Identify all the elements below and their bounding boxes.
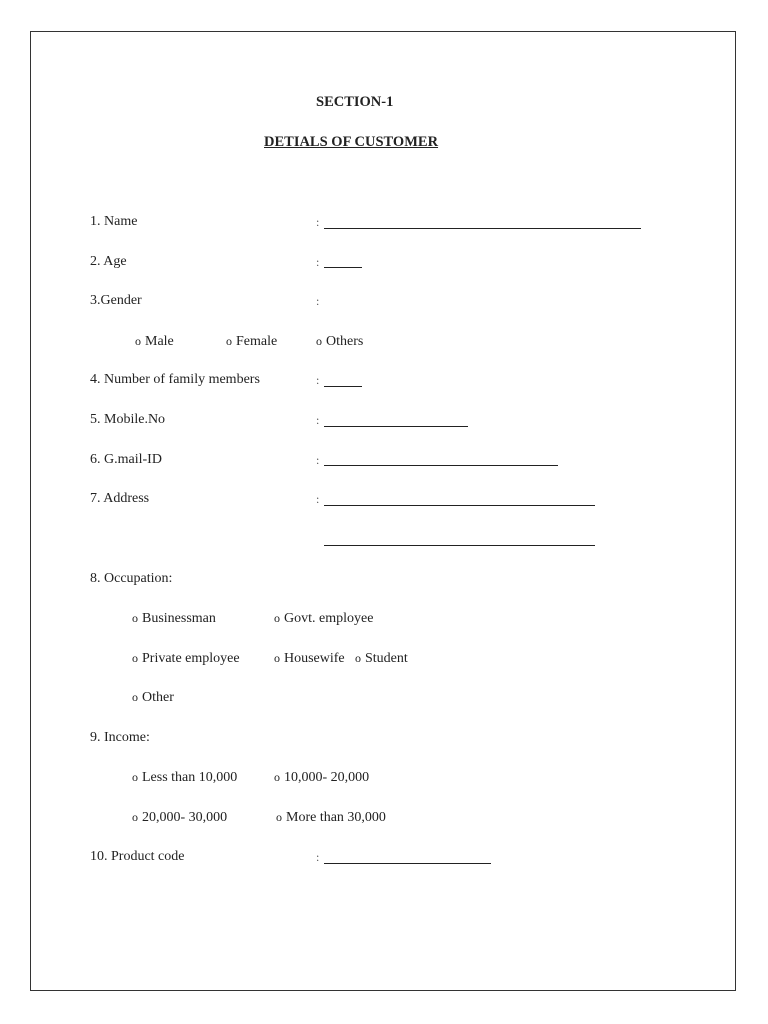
income-option-less-than-10000[interactable]: o Less than 10,000 [132,770,238,785]
checkbox-bullet-icon: o [132,810,138,824]
form-page [30,31,736,991]
gender-label: 3.Gender [90,293,142,308]
gmail-colon: : [316,453,320,467]
checkbox-bullet-icon: o [274,611,280,625]
family-members-field[interactable] [324,386,362,387]
name-colon: : [316,215,320,229]
checkbox-bullet-icon: o [135,334,141,348]
mobile-field[interactable] [324,426,468,427]
product-code-label: 10. Product code [90,849,185,864]
income-option-20000-30000[interactable]: o 20,000- 30,000 [132,810,228,825]
age-label: 2. Age [90,254,127,269]
checkbox-bullet-icon: o [274,770,280,784]
gender-option-male[interactable]: o Male [135,334,174,349]
income-label: 9. Income: [90,730,150,745]
product-code-field[interactable] [324,863,491,864]
address-label: 7. Address [90,491,150,506]
address-field-line-1[interactable] [324,505,595,506]
checkbox-bullet-icon: o [274,651,280,665]
occupation-option-other[interactable]: o Other [132,690,174,705]
age-field[interactable] [324,267,362,268]
gmail-label: 6. G.mail-ID [90,452,162,467]
income-option-more-than-30000[interactable]: o More than 30,000 [276,810,386,825]
checkbox-bullet-icon: o [132,690,138,704]
family-members-label: 4. Number of family members [90,372,260,387]
checkbox-bullet-icon: o [276,810,282,824]
checkbox-bullet-icon: o [132,770,138,784]
mobile-colon: : [316,413,320,427]
occupation-option-govt-employee[interactable]: o Govt. employee [274,611,374,626]
gender-colon: : [316,294,320,308]
form-subtitle: DETIALS OF CUSTOMER [264,134,439,150]
checkbox-bullet-icon: o [226,334,232,348]
income-option-10000-20000[interactable]: o 10,000- 20,000 [274,770,370,785]
gender-option-others[interactable]: o Others [316,334,364,349]
family-members-colon: : [316,373,320,387]
occupation-option-private-employee[interactable]: o Private employee [132,651,240,666]
checkbox-bullet-icon: o [355,651,361,665]
mobile-label: 5. Mobile.No [90,412,166,427]
address-colon: : [316,492,320,506]
gender-option-female[interactable]: o Female [226,334,278,349]
name-label: 1. Name [90,214,138,229]
name-field[interactable] [324,228,641,229]
occupation-option-businessman[interactable]: o Businessman [132,611,216,626]
checkbox-bullet-icon: o [132,651,138,665]
occupation-label: 8. Occupation: [90,571,173,586]
checkbox-bullet-icon: o [316,334,322,348]
product-code-colon: : [316,850,320,864]
occupation-option-student[interactable]: o Student [355,651,408,666]
section-title: SECTION-1 [316,94,394,110]
gmail-field[interactable] [324,465,558,466]
occupation-option-housewife[interactable]: o Housewife [274,651,345,666]
age-colon: : [316,255,320,269]
address-field-line-2[interactable] [324,545,595,546]
checkbox-bullet-icon: o [132,611,138,625]
